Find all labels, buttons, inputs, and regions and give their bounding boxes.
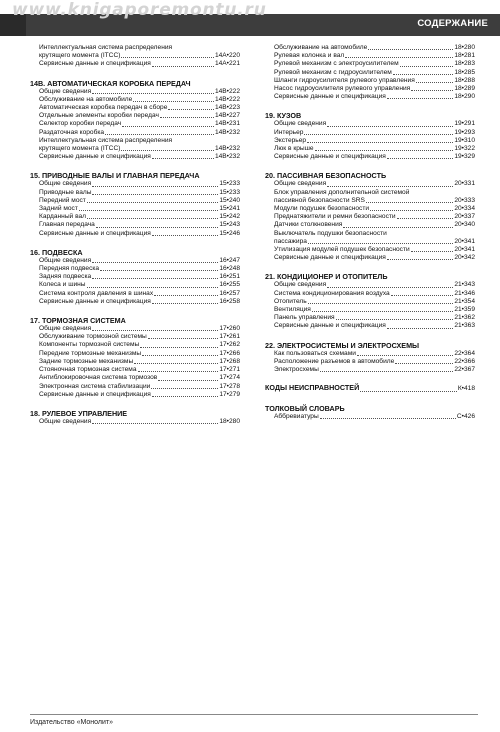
toc-entry[interactable] — [30, 137, 240, 145]
dot-leader — [151, 388, 218, 389]
toc-entry[interactable] — [265, 120, 475, 128]
entry-page: 21•362 — [454, 314, 475, 322]
dot-leader — [152, 158, 214, 159]
toc-entry[interactable] — [30, 358, 240, 366]
entry-title: Передние тормозные механизмы — [39, 349, 142, 357]
entry-page: 14B•232 — [214, 145, 240, 153]
toc-right-column — [265, 44, 475, 431]
entry-title: Сервисные данные и спецификация — [39, 229, 151, 237]
dot-leader — [100, 270, 218, 271]
dot-leader — [92, 93, 214, 94]
toc-entry[interactable] — [30, 341, 240, 349]
entry-page: 21•343 — [454, 281, 475, 289]
entry-title: Система контроля давления в шинах — [39, 289, 154, 297]
toc-entry[interactable] — [30, 96, 240, 104]
entry-page: 18•280 — [219, 417, 240, 425]
toc-section — [265, 171, 475, 262]
toc-entry[interactable] — [30, 52, 240, 60]
toc-entry[interactable] — [265, 153, 475, 161]
toc-entry[interactable] — [30, 120, 240, 128]
entry-page: 15•240 — [219, 196, 240, 204]
dot-leader — [79, 210, 218, 211]
dot-leader — [142, 355, 218, 356]
toc-entry[interactable] — [265, 314, 475, 322]
entry-page: 17•261 — [219, 333, 240, 341]
toc-entry[interactable] — [30, 383, 240, 391]
page-title: СОДЕРЖАНИЕ — [417, 18, 488, 29]
entry-page: 21•354 — [454, 297, 475, 305]
entry-page: 14B•231 — [214, 120, 240, 128]
entry-title: Электронная система стабилизации — [39, 382, 151, 390]
entry-page: 17•266 — [219, 349, 240, 357]
entry-page: 19•322 — [454, 145, 475, 153]
entry-title: Сервисные данные и спецификация — [274, 153, 386, 161]
toc-entry[interactable] — [265, 413, 475, 421]
entry-title: Обслуживание на автомобиле — [39, 95, 133, 103]
section-title: 16. ПОДВЕСКА — [30, 247, 83, 257]
entry-page: 18•289 — [454, 85, 475, 93]
entry-title: Расположение разъемов в автомобиле — [274, 357, 395, 365]
toc-entry[interactable] — [30, 129, 240, 137]
dot-leader — [391, 295, 454, 296]
toc-entry[interactable] — [30, 180, 240, 188]
toc-entry[interactable] — [265, 180, 475, 188]
entry-title: Сервисные данные и спецификация — [274, 93, 386, 101]
toc-entry[interactable] — [30, 281, 240, 289]
entry-page: 17•262 — [219, 341, 240, 349]
entry-title: Задний мост — [39, 205, 78, 213]
dot-leader — [92, 194, 218, 195]
toc-entry[interactable] — [265, 230, 475, 238]
toc-section — [30, 248, 240, 306]
entry-page: 17•268 — [219, 357, 240, 365]
entry-title: Сервисные данные и спецификация — [39, 390, 151, 398]
dot-leader — [320, 371, 454, 372]
entry-page: 16•255 — [219, 281, 240, 289]
dot-leader — [140, 347, 218, 348]
dot-leader — [366, 202, 453, 203]
entry-page: 18•288 — [454, 76, 475, 84]
dot-leader — [368, 49, 453, 50]
dot-leader — [92, 262, 218, 263]
entry-page: 14A•221 — [214, 60, 240, 68]
entry-page: 16•247 — [219, 256, 240, 264]
toc-entry[interactable] — [30, 230, 240, 238]
dot-leader — [87, 202, 219, 203]
toc-entry[interactable] — [265, 366, 475, 374]
dot-leader — [304, 134, 453, 135]
entry-title: Общие сведения — [39, 180, 92, 188]
entry-page: 17•279 — [219, 390, 240, 398]
entry-page: 14B•222 — [214, 87, 240, 95]
entry-title: Антиблокировочная система тормозов — [39, 374, 158, 382]
dot-leader — [327, 126, 453, 127]
dot-leader — [133, 101, 214, 102]
entry-title: Передний мост — [39, 196, 86, 204]
entry-title: Отопитель — [274, 297, 307, 305]
toc-entry[interactable] — [265, 69, 475, 77]
entry-page: 15•246 — [219, 229, 240, 237]
dot-leader — [152, 66, 214, 67]
toc-entry[interactable] — [30, 88, 240, 96]
entry-title: Блок управления дополнительной системой — [274, 188, 410, 196]
dot-leader — [160, 117, 214, 118]
entry-title: Автоматическая коробка передач в сборе — [39, 104, 168, 112]
entry-title: Интерьер — [274, 128, 304, 136]
dot-leader — [393, 74, 454, 75]
toc-entry[interactable] — [30, 257, 240, 265]
toc-entry[interactable] — [265, 145, 475, 153]
entry-title: Датчики столкновения — [274, 221, 343, 229]
entry-page: 20•341 — [454, 237, 475, 245]
entry-title: Сервисные данные и спецификация — [39, 60, 151, 68]
toc-entry[interactable] — [265, 137, 475, 145]
entry-page: С•426 — [456, 412, 475, 420]
dot-leader — [308, 243, 453, 244]
entry-page: 18•281 — [454, 52, 475, 60]
entry-page: 16•248 — [219, 265, 240, 273]
entry-title: Сервисные данные и спецификация — [274, 254, 386, 262]
entry-page: 20•340 — [454, 221, 475, 229]
toc-entry[interactable] — [30, 213, 240, 221]
entry-page: 14B•222 — [214, 95, 240, 103]
dot-leader — [315, 150, 454, 151]
entry-title: Обслуживание на автомобиле — [274, 44, 368, 51]
dot-leader — [416, 82, 454, 83]
entry-title: Раздаточная коробка — [39, 128, 105, 136]
entry-page: 17•278 — [219, 382, 240, 390]
entry-title: Как пользоваться схемами — [274, 349, 356, 357]
toc-entry[interactable] — [30, 273, 240, 281]
entry-title: Общие сведения — [39, 256, 92, 264]
toc-entry[interactable] — [265, 213, 475, 221]
entry-title: Шланги гидроусилителя рулевого управления — [274, 76, 415, 84]
toc-entry[interactable] — [265, 298, 475, 306]
entry-page: 21•363 — [454, 322, 475, 330]
dot-leader — [387, 259, 454, 260]
toc-entry[interactable] — [265, 281, 475, 289]
entry-page: 15•241 — [219, 205, 240, 213]
toc-entry[interactable] — [265, 238, 475, 246]
dot-leader — [122, 126, 214, 127]
entry-page: 22•367 — [454, 366, 475, 374]
toc-entry[interactable] — [265, 77, 475, 85]
entry-title: Сервисные данные и спецификация — [39, 153, 151, 161]
dot-leader — [307, 142, 453, 143]
dot-leader — [148, 338, 219, 339]
dot-leader — [154, 295, 218, 296]
toc-entry[interactable] — [265, 358, 475, 366]
entry-title: крутящего момента (ITCC) — [39, 145, 121, 153]
section-title: 22. ЭЛЕКТРОСИСТЕМЫ И ЭЛЕКТРОСХЕМЫ — [265, 340, 420, 350]
entry-page: 22•364 — [454, 349, 475, 357]
entry-page: 20•341 — [454, 246, 475, 254]
entry-title: Модули подушек безопасности — [274, 205, 370, 213]
entry-title: Приводные валы — [39, 188, 92, 196]
dot-leader — [395, 363, 453, 364]
entry-title: Интеллектуальная система распределения — [39, 44, 173, 51]
toc-entry[interactable] — [265, 350, 475, 358]
dot-leader — [92, 423, 218, 424]
entry-page: 18•280 — [454, 44, 475, 51]
toc-entry[interactable] — [30, 391, 240, 399]
entry-title: КОДЫ НЕИСПРАВНОСТЕЙ — [265, 383, 360, 393]
dot-leader — [152, 235, 219, 236]
entry-title: Общие сведения — [39, 87, 92, 95]
entry-page: 14B•223 — [214, 104, 240, 112]
entry-page: 14B•232 — [214, 128, 240, 136]
dot-leader — [87, 287, 219, 288]
dot-leader — [308, 303, 454, 304]
toc-entry[interactable] — [30, 298, 240, 306]
entry-title: Рулевой механизм с гидроусилителем — [274, 68, 392, 76]
dot-leader — [121, 150, 214, 151]
entry-title: Общие сведения — [274, 120, 327, 128]
toc-entry[interactable] — [265, 44, 475, 52]
dot-leader — [400, 66, 454, 67]
toc-section — [30, 79, 240, 162]
entry-title: пассажира — [274, 237, 307, 245]
section-title: 19. КУЗОВ — [265, 111, 302, 121]
toc-section — [30, 44, 240, 69]
entry-page: 18•283 — [454, 60, 475, 68]
entry-page: 17•260 — [219, 325, 240, 333]
dot-leader — [158, 380, 218, 381]
toc-entry[interactable] — [265, 384, 475, 393]
entry-title: пассивной безопасности SRS — [274, 196, 365, 204]
toc-entry[interactable] — [30, 290, 240, 298]
entry-page: 19•329 — [454, 153, 475, 161]
dot-leader — [92, 186, 218, 187]
footer-publisher: Издательство «Монолит» — [30, 719, 114, 726]
toc-section — [30, 316, 240, 399]
toc-entry[interactable] — [30, 418, 240, 426]
toc-entry[interactable] — [30, 350, 240, 358]
entry-title: Сервисные данные и спецификация — [39, 297, 151, 305]
toc-entry[interactable] — [30, 44, 240, 52]
toc-entry[interactable] — [265, 129, 475, 137]
entry-title: Карданный вал — [39, 213, 87, 221]
entry-page: 19•291 — [454, 120, 475, 128]
entry-title: Стояночная тормозная система — [39, 366, 137, 374]
entry-title: Общие сведения — [39, 417, 92, 425]
section-title: 17. ТОРМОЗНАЯ СИСТЕМА — [30, 316, 126, 326]
dot-leader — [411, 251, 454, 252]
toc-entry[interactable] — [265, 189, 475, 197]
toc-entry[interactable] — [265, 254, 475, 262]
toc-left-column — [30, 44, 240, 436]
entry-page: 20•337 — [454, 213, 475, 221]
entry-page: 20•342 — [454, 254, 475, 262]
toc-section — [265, 272, 475, 330]
toc-entry[interactable] — [265, 85, 475, 93]
dot-leader — [370, 210, 453, 211]
entry-title: Выключатель подушки безопасности — [274, 229, 387, 237]
dot-leader — [397, 218, 454, 219]
entry-title: Аббревиатуры — [274, 412, 319, 420]
toc-section — [30, 409, 240, 426]
toc-entry[interactable] — [30, 104, 240, 112]
dot-leader — [152, 396, 219, 397]
entry-page: 19•310 — [454, 136, 475, 144]
entry-page: 16•257 — [219, 289, 240, 297]
toc-section — [265, 44, 475, 101]
entry-title: Рулевой механизм с электроусилителем — [274, 60, 399, 68]
dot-leader — [134, 363, 218, 364]
entry-page: 19•293 — [454, 128, 475, 136]
entry-page: 14B•232 — [214, 153, 240, 161]
entry-title: Общие сведения — [274, 180, 327, 188]
section-title: 15. ПРИВОДНЫЕ ВАЛЫ И ГЛАВНАЯ ПЕРЕДАЧА — [30, 171, 200, 181]
entry-page: 16•251 — [219, 273, 240, 281]
entry-title: Общие сведения — [39, 325, 92, 333]
dot-leader — [152, 303, 219, 304]
dot-leader — [168, 109, 214, 110]
dot-leader — [387, 98, 454, 99]
entry-page: 22•366 — [454, 357, 475, 365]
dot-leader — [87, 218, 218, 219]
toc-entry[interactable] — [265, 306, 475, 314]
dot-leader — [327, 287, 453, 288]
toc-entry[interactable] — [30, 145, 240, 153]
section-title: 14B. АВТОМАТИЧЕСКАЯ КОРОБКА ПЕРЕДАЧ — [30, 78, 191, 88]
entry-title: Общие сведения — [274, 281, 327, 289]
dot-leader — [138, 371, 219, 372]
entry-title: Насос гидроусилителя рулевого управления — [274, 85, 411, 93]
entry-title: Задние тормозные механизмы — [39, 357, 134, 365]
entry-title: Задняя подвеска — [39, 273, 92, 281]
dot-leader — [121, 57, 214, 58]
entry-page: 21•359 — [454, 306, 475, 314]
toc-entry[interactable] — [265, 290, 475, 298]
toc-entry[interactable] — [265, 322, 475, 330]
entry-page: 15•242 — [219, 213, 240, 221]
dot-leader — [92, 278, 218, 279]
footer-divider — [30, 714, 478, 715]
toc-entry[interactable] — [30, 374, 240, 382]
entry-title: Экстерьер — [274, 136, 307, 144]
toc-entry[interactable] — [30, 265, 240, 273]
watermark: www.knigaporemontu.ru — [12, 0, 267, 20]
entry-page: 15•243 — [219, 221, 240, 229]
entry-title: Вентиляция — [274, 306, 311, 314]
entry-title: Селектор коробки передач — [39, 120, 122, 128]
entry-page: 21•346 — [454, 289, 475, 297]
section-title: 21. КОНДИЦИОНЕР И ОТОПИТЕЛЬ — [265, 272, 388, 282]
toc-section — [30, 171, 240, 237]
entry-title: Рулевая колонка и вал — [274, 52, 345, 60]
toc-entry[interactable] — [30, 221, 240, 229]
entry-title: Интеллектуальная система распределения — [39, 136, 173, 144]
section-title: 20. ПАССИВНАЯ БЕЗОПАСНОСТЬ — [265, 171, 387, 181]
toc-section — [265, 111, 475, 161]
section-title: ТОЛКОВЫЙ СЛОВАРЬ — [265, 403, 345, 413]
entry-title: Сервисные данные и спецификация — [274, 322, 386, 330]
entry-title: Люк в крыше — [274, 145, 314, 153]
entry-title: Отдельные элементы коробки передач — [39, 112, 159, 120]
toc-entry[interactable] — [265, 60, 475, 68]
dot-leader — [320, 418, 456, 419]
toc-entry[interactable] — [30, 189, 240, 197]
dot-leader — [411, 90, 453, 91]
dot-leader — [343, 227, 453, 228]
dot-leader — [360, 391, 457, 392]
entry-page: 20•333 — [454, 196, 475, 204]
entry-title: Преднатяжители и ремни безопасности — [274, 213, 396, 221]
dot-leader — [312, 311, 453, 312]
entry-title: Передняя подвеска — [39, 265, 100, 273]
entry-page: 14A•220 — [214, 52, 240, 60]
entry-page: 17•274 — [219, 374, 240, 382]
entry-title: Система кондиционирования воздуха — [274, 289, 390, 297]
dot-leader — [345, 57, 453, 58]
entry-title: Колеса и шины — [39, 281, 86, 289]
entry-page: 16•258 — [219, 297, 240, 305]
entry-page: К•418 — [457, 385, 475, 393]
dot-leader — [92, 330, 218, 331]
entry-page: 14B•227 — [214, 112, 240, 120]
dot-leader — [357, 355, 453, 356]
dot-leader — [387, 328, 454, 329]
dot-leader — [387, 158, 454, 159]
dot-leader — [105, 134, 214, 135]
toc-entry[interactable] — [265, 93, 475, 101]
entry-title: Утилизация модулей подушек безопасности — [274, 246, 410, 254]
toc-entry[interactable] — [265, 246, 475, 254]
dot-leader — [327, 186, 453, 187]
toc-entry[interactable] — [265, 197, 475, 205]
entry-title: Компоненты тормозной системы — [39, 341, 140, 349]
entry-page: 17•271 — [219, 366, 240, 374]
entry-page: 18•290 — [454, 93, 475, 101]
dot-leader — [336, 319, 454, 320]
dot-leader — [96, 227, 219, 228]
entry-title: Панель управления — [274, 314, 335, 322]
toc-section — [265, 341, 475, 375]
entry-title: Главная передача — [39, 221, 95, 229]
toc-section — [265, 404, 475, 421]
section-title: 18. РУЛЕВОЕ УПРАВЛЕНИЕ — [30, 408, 128, 418]
entry-title: Обслуживание тормозной системы — [39, 333, 147, 341]
entry-page: 20•331 — [454, 180, 475, 188]
entry-page: 15•233 — [219, 188, 240, 196]
entry-page: 18•285 — [454, 68, 475, 76]
toc-entry[interactable] — [265, 221, 475, 229]
entry-page: 15•233 — [219, 180, 240, 188]
toc-entry[interactable] — [30, 197, 240, 205]
entry-title: крутящего момента (ITCC) — [39, 52, 121, 60]
entry-title: Электросхемы — [274, 366, 319, 374]
toc-entry[interactable] — [30, 153, 240, 161]
toc-section — [265, 384, 475, 393]
toc-entry[interactable] — [30, 60, 240, 68]
entry-page: 20•334 — [454, 205, 475, 213]
